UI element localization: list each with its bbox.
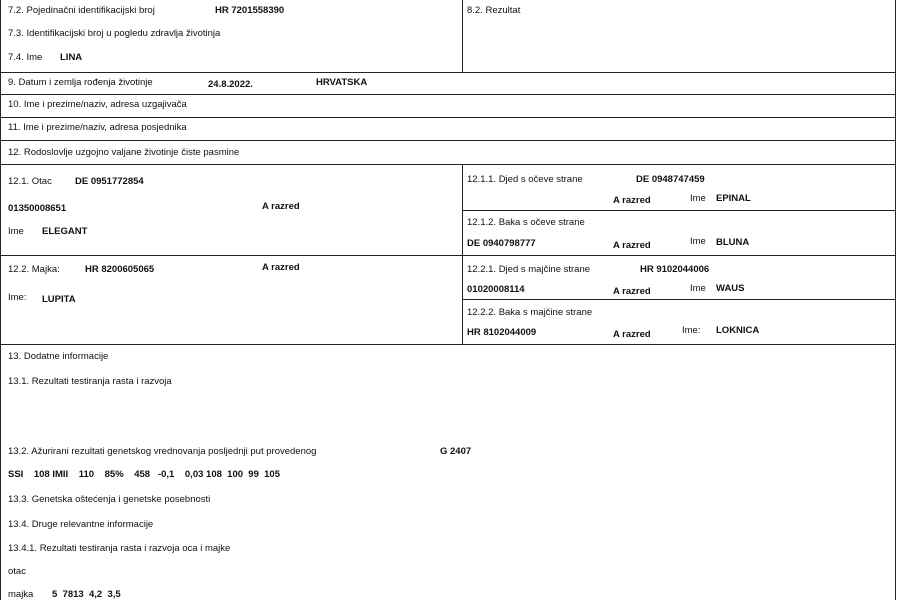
maternal-grandfather-id: HR 9102044006: [640, 264, 710, 275]
parents-results-label: 13.4.1. Rezultati testiranja rasta i razvoja oca i majke: [8, 543, 231, 554]
maternal-grandfather-number: 01020008114: [467, 284, 525, 295]
mother-name-label: Ime:: [8, 292, 27, 303]
mother-results-label: majka: [8, 589, 34, 600]
maternal-grandfather-grade: A razred: [613, 286, 651, 297]
growth-results-label: 13.1. Rezultati testiranja rasta i razvoja: [8, 376, 172, 387]
rule-top-divider: [462, 0, 463, 72]
father-grade: A razred: [262, 201, 300, 212]
paternal-grandmother-label: 12.1.2. Baka s očeve strane: [467, 217, 585, 228]
maternal-grandfather-name-label: Ime: [690, 283, 706, 294]
additional-info-label: 13. Dodatne informacije: [8, 351, 109, 362]
father-label: 12.1. Otac: [8, 176, 52, 187]
birth-date: 24.8.2022.: [208, 79, 253, 90]
rule-right-border: [895, 0, 896, 600]
genetic-defects-label: 13.3. Genetska oštećenja i genetske posebnosti: [8, 494, 211, 505]
paternal-grandfather-id: DE 0948747459: [636, 174, 705, 185]
mother-grade: A razred: [262, 262, 300, 273]
mother-id: HR 8200605065: [85, 264, 155, 275]
pedigree-label: 12. Rodoslovlje uzgojno valjane životinje čiste pasmine: [8, 147, 240, 158]
mother-name: LUPITA: [42, 294, 76, 305]
maternal-grandmother-label: 12.2.2. Baka s majčine strane: [467, 307, 593, 318]
birth-country: HRVATSKA: [316, 77, 368, 88]
name-value: LINA: [60, 52, 83, 63]
paternal-grandmother-name: BLUNA: [716, 237, 750, 248]
rule-row11-row12: [0, 140, 896, 141]
rule-pedigree-divider: [462, 164, 463, 344]
father-number: 01350008651: [8, 203, 67, 214]
rule-paternal-grandparents: [462, 210, 896, 211]
mother-results-values: 5 7813 4,2 3,5: [52, 589, 121, 600]
maternal-grandmother-id: HR 8102044009: [467, 327, 537, 338]
pin-label: 7.2. Pojedinačni identifikacijski broj: [8, 5, 155, 16]
mother-label: 12.2. Majka:: [8, 264, 60, 275]
result-label: 8.2. Rezultat: [467, 5, 521, 16]
maternal-grandfather-name: WAUS: [716, 283, 745, 294]
father-name: ELEGANT: [42, 226, 88, 237]
birth-label: 9. Datum i zemlja rođenja životinje: [8, 77, 153, 88]
maternal-grandmother-name-label: Ime:: [682, 325, 701, 336]
rule-row10-row11: [0, 117, 896, 118]
rule-left-border: [0, 0, 1, 600]
maternal-grandfather-label: 12.2.1. Djed s majčine strane: [467, 264, 591, 275]
breeder-label: 10. Ime i prezime/naziv, adresa uzgajivača: [8, 99, 187, 110]
name-label: 7.4. Ime: [8, 52, 43, 63]
father-name-label: Ime: [8, 226, 24, 237]
genetic-evaluation-code: G 2407: [440, 446, 472, 457]
rule-top-row9: [0, 72, 896, 73]
health-id-label: 7.3. Identifikacijski broj u pogledu zdravlja životinja: [8, 28, 221, 39]
owner-label: 11. Ime i prezime/naziv, adresa posjednika: [8, 122, 187, 133]
other-info-label: 13.4. Druge relevantne informacije: [8, 519, 154, 530]
rule-maternal-grandparents: [462, 299, 896, 300]
paternal-grandfather-label: 12.1.1. Djed s očeve strane: [467, 174, 583, 185]
paternal-grandmother-grade: A razred: [613, 240, 651, 251]
rule-pedigree-block13: [0, 344, 896, 345]
rule-row12-pedigree: [0, 164, 896, 165]
rule-father-mother: [0, 255, 896, 256]
maternal-grandmother-grade: A razred: [613, 329, 651, 340]
rule-row9-row10: [0, 94, 896, 95]
paternal-grandmother-id: DE 0940798777: [467, 238, 536, 249]
paternal-grandfather-grade: A razred: [613, 195, 651, 206]
pin-value: HR 7201558390: [215, 5, 285, 16]
genetic-evaluation-label: 13.2. Ažurirani rezultati genetskog vrednovanja posljednji put provedenog: [8, 446, 317, 457]
genetic-evaluation-values: SSI 108 IMII 110 85% 458 -0,1 0,03 108 100 99 105: [8, 469, 280, 480]
paternal-grandfather-name-label: Ime: [690, 193, 706, 204]
father-id: DE 0951772854: [75, 176, 144, 187]
maternal-grandmother-name: LOKNICA: [716, 325, 760, 336]
father-results-label: otac: [8, 566, 26, 577]
paternal-grandmother-name-label: Ime: [690, 236, 706, 247]
paternal-grandfather-name: EPINAL: [716, 193, 751, 204]
